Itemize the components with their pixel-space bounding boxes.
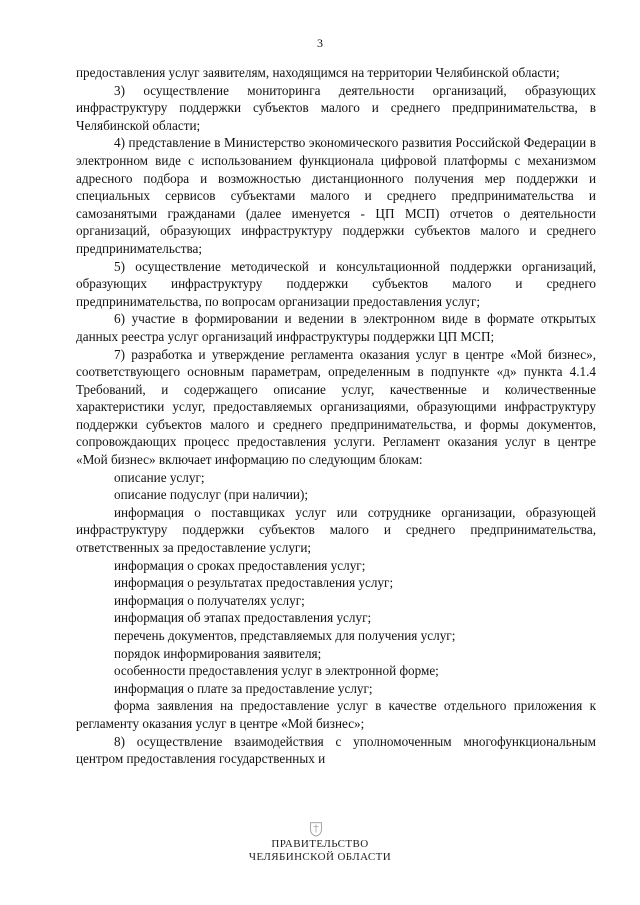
list-item: информация об этапах предоставления услуг; <box>114 610 372 626</box>
paragraph: форма заявления на предоставление услуг в качестве отдельного приложения к регламенту оказания услуг в центре «Мой бизнес»; <box>76 698 596 731</box>
list-item: описание подуслуг (при наличии); <box>114 487 309 503</box>
list-item: порядок информирования заявителя; <box>114 645 322 661</box>
list-item: информация о результатах предоставления услуг; <box>114 575 394 591</box>
paragraph: 8) осуществление взаимодействия с уполномоченным многофункциональным центром предоставления государственных и <box>76 733 596 767</box>
list-item: особенности предоставления услуг в электронной форме; <box>114 663 439 679</box>
list-item: информация о плате за предоставление услуг; <box>114 680 373 696</box>
page-number: 3 <box>317 36 323 50</box>
paragraph: предоставления услуг заявителям, находящимся на территории Челябинской области; <box>76 65 560 80</box>
list-item: описание услуг; <box>114 469 205 485</box>
paragraph: 3) осуществление мониторинга деятельности организаций, образующих инфраструктуру поддержки субъектов малого и среднего предпринимательства, в Челябинской области; <box>76 82 596 133</box>
footer-stamp <box>0 838 640 864</box>
coat-of-arms-icon <box>307 820 325 838</box>
paragraph: 5) осуществление методической и консультационной поддержки организаций, образующих инфраструктуру поддержки субъектов малого и среднего предпринимательства, по вопросам организации предоставления услуг; <box>76 258 596 309</box>
list-item: информация о получателях услуг; <box>114 592 305 608</box>
paragraph: 4) представление в Министерство экономического развития Российской Федерации в электронном виде с использованием функционала цифровой платформы с механизмом адресного подбора и возможностью дистанционного получения мер поддержки и специальных сервисов субъектами малого и среднего предпринимательства и самозанятыми гражданами (далее именуется - ЦП МСП) отчетов о деятельности организаций, образующих инфраструктуру поддержки субъектов малого и среднего предпринимательства; <box>76 135 596 256</box>
list-item: перечень документов, представляемых для получения услуг; <box>114 628 456 643</box>
document-body <box>76 64 596 768</box>
footer-line-region: ЧЕЛЯБИНСКОЙ ОБЛАСТИ <box>248 851 392 863</box>
paragraph: 7) разработка и утверждение регламента оказания услуг в центре «Мой бизнес», соответствующего основным параметрам, определенным в подпункте «д» пункта 4.1.4 Требований, и содержащего описание услуг, качественные и количественные характеристики услуг, предоставляемых организациями, образующими инфраструктуру поддержки субъектов малого и среднего предпринимательства, и формы документов, сопровождающих процесс предоставления услуги. Регламент оказания услуг в центре «Мой бизнес» включает информацию по следующим блокам: <box>76 346 596 468</box>
footer-line-government: ПРАВИТЕЛЬСТВО <box>271 838 369 850</box>
list-item: информация о сроках предоставления услуг; <box>114 557 366 573</box>
paragraph: 6) участие в формировании и ведении в электронном виде в формате открытых данных реестра услуг организаций инфраструктуры поддержки ЦП МСП; <box>76 311 596 344</box>
paragraph: информация о поставщиках услуг или сотруднике организации, образующей инфраструктуру поддержки субъектов малого и среднего предпринимательства, ответственных за предоставление услуги; <box>76 504 596 556</box>
